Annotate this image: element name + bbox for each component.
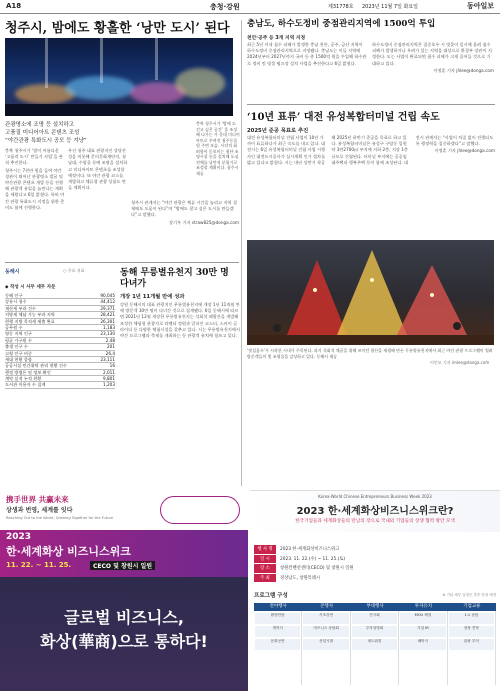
table-cell-label: 강릉시 청수 <box>5 299 27 305</box>
table-cell-value: 1,203 <box>103 382 115 388</box>
schedule-label: 장 소 <box>254 564 276 573</box>
ad-edition: 2023 <box>6 532 32 542</box>
body-cheongju-col1 <box>5 148 65 260</box>
column-divider <box>241 20 242 486</box>
schedule-row <box>254 545 496 555</box>
ad2-schedule <box>254 545 496 585</box>
schedule-label: 행 사 명 <box>254 545 276 554</box>
table-cell-label: 세대 현황 종합 <box>5 356 32 362</box>
program-cell: 전시회 <box>352 613 397 624</box>
program-column <box>302 611 350 685</box>
program-cell: 기조강연 <box>303 613 348 624</box>
program-cell: 관광 투어 <box>449 639 494 650</box>
subhead-daejeon: 2025년 준공 목표로 추진 <box>247 128 309 134</box>
table-cell-value: 23,111 <box>100 356 115 362</box>
page-header <box>0 0 500 14</box>
program-cell: 폐막식 <box>400 639 445 650</box>
photo-caption-cheongju: 충북 청주시가 ‘밤에 도 걷고 싶은 공간’ 을 조성해 나가는 가 운데 미디어아트로 꾸며진 청주동물원 주변 모습. 시각적 화 려함이 돋보이는 첨단 조명시설 등을 설치해 도심 전체를 낭만적 분위기로 조성할 계획이다. 청주시 제공 <box>196 121 240 176</box>
schedule-value: 경상남도, 창원특례시 <box>280 575 321 581</box>
program-cell: 비즈니스 상담회 <box>303 626 348 637</box>
byline: 이정훈 기자 jhlee@donga.com <box>434 148 495 154</box>
table-cell-value: 26,301 <box>100 318 115 324</box>
ad2-banner <box>250 490 500 532</box>
ad-slogan-line2: 화상(華商)으로 통하다! <box>40 632 208 651</box>
paragraph: 충북 청주시가 ‘밤이 아름다운 ‘고품격 도시’ 만들기 사업’을 본격 추진한다. <box>5 148 63 166</box>
schedule-row <box>254 574 496 584</box>
body-donghae: 강원 동해시의 대표 관광지인 무릉별유천지에 개장 1년 11개월 만에 방문객 30만 명이 다녀간 것으로 집계됐다. 6일 동해시에 따르면 2021년 12월 개장한 무릉별유천지는 석회석 폐광산을 개발해 조성한 체험형 관광지로 라벤더 정원과 알파인 코스터, 스카이 글라이더 등 다양한 체험시설을 갖추고 있다. 시는 무릉별유천지에서 야간 프로그램과 축제를 개최하는 등 관광객 유치에 힘쓰고 있다. <box>120 302 240 339</box>
ad-slogan-area <box>0 577 248 691</box>
page-number: A18 <box>6 2 22 10</box>
table-cell-value: 9,801 <box>103 376 115 382</box>
table-cell-value: 2,011 <box>103 369 115 375</box>
program-cell: 기업 IR <box>400 626 445 637</box>
ad2-title: 2023 한·세계화상비즈니스위크란? <box>296 506 454 517</box>
program-column <box>399 611 447 685</box>
table-cell-value: 44,412 <box>100 299 115 305</box>
divider <box>247 104 495 105</box>
program-cell: 현장 견학 <box>449 626 494 637</box>
byline: 이정훈 기자 jhlee@donga.com <box>433 67 494 73</box>
ad-small-en: Reaching Out to the World, Growing Together for the Future <box>6 516 114 520</box>
subhead-2: 고품질 미디어아트 콘텐츠 조성 <box>5 130 80 136</box>
ad2-program-title: 프로그램 구성 <box>254 593 288 599</box>
table-cell-value: 16 <box>109 363 115 369</box>
paragraph: 청주시 관계자는 “야간 관광은 체류 시간을 늘리고 지역 경제에도 도움이 된다”며 “밤에도 찾고 싶은 도시를 만들겠다”고 말했다. <box>131 200 237 218</box>
table-cell-value: 2,48 <box>105 337 115 343</box>
schedule-row <box>254 564 496 574</box>
program-cell: MOU 체결 <box>400 613 445 624</box>
program-cell: 개막식 <box>255 626 300 637</box>
ad-business-week-info <box>250 490 500 691</box>
program-column <box>448 611 496 685</box>
subhead-chungnam: 천안·공주 등 3개 지역 지정 <box>247 36 306 41</box>
table-cell-label: 현행 지방 목적세 제출 완료 <box>5 318 55 324</box>
headline-cheongju: 청주시, 밤에도 황홀한 ‘낭만 도시’ 된다 <box>5 21 230 36</box>
program-cell: 1:1 상담 <box>449 613 494 624</box>
stat-box-header: 동해시 ○ 주요 지표 <box>5 268 85 275</box>
ad-dates: 11. 22. ~ 11. 25. <box>6 561 72 569</box>
paragraph: 하수도정비 중점관리지역은 집중호우 시 빗물이 일시에 몰려 침수 피해가 발생하거나 우려가 있는 지역을 대상으로 환경부 장관이 지정한다. 도는 사업이 완료되면 침수 피해가 크게 줄어들 것으로 기대하고 있다. <box>372 42 492 66</box>
table-cell-value: 29,371 <box>100 305 115 311</box>
schedule-value: 2023. 11. 22.(수) ~ 11. 25.(토) <box>280 556 346 562</box>
table-cell-label: 동해 인구 <box>5 293 23 298</box>
schedule-row <box>254 555 496 565</box>
table-cell-label: 지방세 체납 가능 부과 지역 <box>5 312 55 318</box>
section-title: 충청·강원 <box>210 3 240 11</box>
ad-emblem <box>160 496 240 524</box>
stat-table <box>5 293 115 389</box>
table-cell-value: 23,130 <box>100 331 115 337</box>
program-cell: 투자설명회 <box>352 626 397 637</box>
byline: 장기우 기자 straw825@donga.com <box>169 219 239 225</box>
ad-business-week <box>0 490 248 691</box>
program-column-header: 부대행사 <box>366 604 384 609</box>
table-cell-label: 행정 방법론 및 정보 확인 <box>5 369 51 375</box>
byline-donghae: 이인모 기자 imlee@donga.com <box>430 360 490 365</box>
issue-number: 제31778호 <box>328 4 354 10</box>
newspaper-logo: 동아일보 <box>466 1 494 10</box>
ad2-desc: 한국기업들과 세계화상들의 만남의 장으로 국내외 기업들의 상생 협력 방안 모색 <box>295 519 455 524</box>
paragraph: 대전 유성복합터미널 건립 사업이 10년 가까이 표류하다가 최근 속도를 내고 있다. 대전시는 6일 유성복합터미널 건립 사업 시행자인 대전도시공사가 실시계획 인가 절차를 밟고 있다고 밝혔다. 시는 내년 상반기 착공해 2025년 하반기 준공을 목표로 하고 있다. 유성복합터미널은 유성구 구암동 일원 약 3만2700㎡ 부지에 지하 2층, 지상 1층 규모로 건립된다. 터미널 부지에는 공공임대주택과 행복주택 등이 함께 조성된다. 대전시 관계자는 “사업이 차질 없이 진행되도록 행정력을 집중하겠다”고 말했다. <box>247 135 494 165</box>
ad-kicker-cn: 携手世界 共赢未来 <box>6 495 69 504</box>
program-column <box>351 611 399 685</box>
paragraph: 청주시는 7천만 원을 들여 야간경관이 뛰어난 관광명소 발굴 및 야간관광 콘텐츠 개발 등을 진행해 관광객 유입을 늘린다는 계획을 세웠다고 6일 밝혔다. 특히 야간 관광 특화도시 지정을 위한 준비도 함께 진행한다. <box>5 167 65 210</box>
program-cell: 네트워킹 <box>352 639 397 650</box>
program-column-header: 기업교류 <box>463 604 481 609</box>
program-header <box>254 603 496 611</box>
paragraph: 우선 청주 대표 관광지인 상당산성을 비롯해 문의문화재단지, 청남대, 수암골 등에 조명을 설치하고 미디어아트 콘텐츠를 조성할 예정이다. 또 야간 관광 코스를 개발하고 체류형 관광 상품도 만들 계획이다. <box>68 148 128 191</box>
table-cell-value: 28,421 <box>100 312 115 318</box>
body-chungnam-col1: 최근 5년 이내 침수 피해가 발생한 충남 천안, 공주, 금산 지역이 하수도정비 중점관리지역으로 지정됐다. 충남도는 이들 지역에 2024년부터 2027년까지 국비 등 총 1500억 원을 투입해 하수관로 정비 및 빗물 펌프장 설치 사업을 추진한다고 6일 밝혔다. <box>247 42 367 66</box>
body-chungnam-col2 <box>372 42 494 102</box>
table-cell-label: 영동 지역 인구 <box>5 331 32 337</box>
ad-slogan-line1: 글로벌 비즈니스, <box>64 608 184 627</box>
ad-event-name: 한·세계화상 비즈니스위크 <box>6 545 131 558</box>
table-cell-label: 계약 실적 누적 현황 <box>5 376 42 382</box>
divider <box>5 262 239 263</box>
schedule-label: 일 시 <box>254 555 276 564</box>
tree-illustration <box>247 240 494 345</box>
headline-chungnam: 충남도, 하수도정비 중점관리지역에 1500억 투입 <box>247 19 436 29</box>
photo-caption-donghae: ‘빛섬움츠’가 시작한 시내가 주목된다. 과거 석회석 채굴을 위해 쓰이던 광산을 재생해 만든 무릉별유천지에서 최근 야간 관광 프로그램이 열려 방문객들이 빛 조형물을 감상하고 있다. 동해시 제공 <box>247 348 493 359</box>
photo-light-trees <box>247 240 494 345</box>
table-cell-label: 평균 가구원 수 <box>5 337 32 343</box>
table-row <box>5 382 115 388</box>
issue-date: 2023년 11월 7일 화요일 <box>362 4 419 10</box>
table-cell-label: 공무원 수 <box>5 324 23 330</box>
program-column-header: 전야행사 <box>269 604 287 609</box>
photo-night-scene <box>5 38 233 116</box>
subhead-1: 관광명소에 조명 등 설치하고 <box>5 122 75 128</box>
ad2-program-grid <box>254 603 496 687</box>
table-cell-value: 1,183 <box>103 324 115 330</box>
table-title: ◆ 작성 시 사무 세무 자문 <box>5 285 56 290</box>
table-cell-value: 201 <box>107 344 115 350</box>
program-columns <box>254 611 496 685</box>
ad-top <box>0 490 248 530</box>
table-cell-label: 고령 인구 비중 <box>5 350 32 356</box>
subhead-donghae: 개장 1년 11개월 만에 성과 <box>120 294 185 300</box>
headline-daejeon: ‘10년 표류’ 대전 유성복합터미널 건립 속도 <box>247 112 440 123</box>
program-cell: 산업시찰 <box>303 639 348 650</box>
ad-band <box>0 530 248 577</box>
body-cheongju-col3 <box>131 200 239 260</box>
ad-venue: CECO 및 창원시 일원 <box>90 561 155 570</box>
table-cell-label: 출생 인구 수 <box>5 344 28 350</box>
program-column-header: 본행사 <box>320 604 334 609</box>
table-cell-value: 90,045 <box>100 293 115 298</box>
program-cell: 환영만찬 <box>255 613 300 624</box>
ad2-top-en: Korea-World Chinese Entrepreneurs Business Week 2023 <box>318 494 432 499</box>
program-column <box>254 611 302 685</box>
ad-kicker-kr: 상생과 번영, 세계를 잇다 <box>6 507 73 514</box>
table-cell-label: 도서관 이용자 수 집계 <box>5 382 46 388</box>
schedule-value: 2023 한·세계화상비즈니스위크 <box>280 547 340 552</box>
table-cell-value: 26,4 <box>105 350 115 356</box>
subhead-3: “야간관광 특화도시 공모 등 겨냥” <box>5 138 87 144</box>
program-cell: 문화공연 <box>255 639 300 650</box>
schedule-value: 창원컨벤션센터(CECO) 및 창원시 일원 <box>280 566 354 571</box>
ad2-program-note: ※ 기타 세부 일정은 추후 안내 예정 <box>442 593 496 597</box>
table-cell-label: 공공시설 민간위탁 관리 현황 건수 <box>5 363 67 369</box>
subheads-cheongju <box>5 121 135 145</box>
schedule-label: 주 최 <box>254 574 276 583</box>
body-daejeon <box>247 135 495 235</box>
table-cell-label: 재산세 부과 건수 <box>5 305 36 311</box>
headline-donghae: 동해 무릉별유천지 30만 명 다녀가 <box>120 268 229 289</box>
body-cheongju-col2 <box>68 148 128 260</box>
program-column-header: 투자유치 <box>414 604 433 609</box>
